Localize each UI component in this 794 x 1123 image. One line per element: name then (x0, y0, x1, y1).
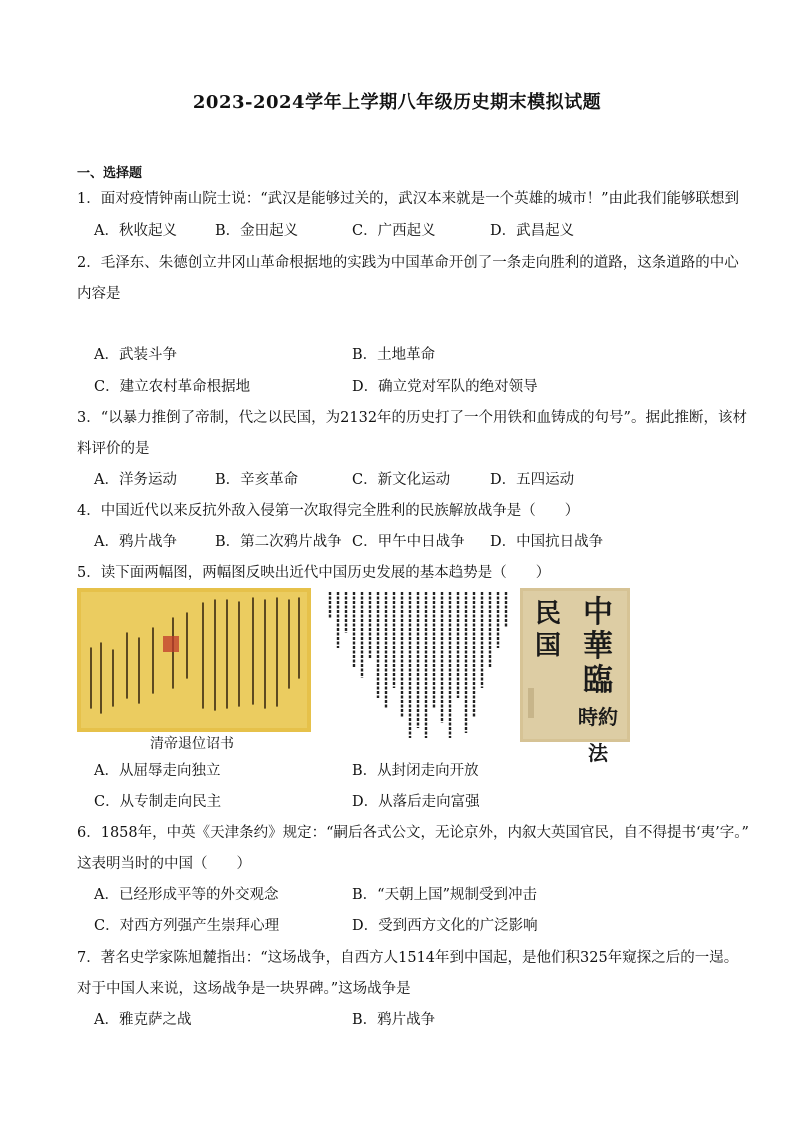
question-1-stem: 1．面对疫情钟南山院士说：“武汉是能够过关的，武汉本来就是一个英雄的城市！”由此我们能够联想到 (77, 191, 740, 207)
q7-option-a: A．雅克萨之战 (94, 1012, 192, 1028)
q3-option-c: C．新文化运动 (352, 472, 451, 488)
q3-option-b: B．辛亥革命 (215, 472, 299, 488)
q3-option-a: A．洋务运动 (94, 472, 177, 488)
question-6-stem-line2: 这表明当时的中国（ ） (77, 856, 251, 872)
q5-option-c: C．从专制走向民主 (94, 794, 222, 810)
question-7-stem-line1: 7．著名史学家陈旭麓指出：“这场战争，自西方人1514年到中国起，是他们积325年窥探之后的一逞。 (77, 950, 739, 966)
q1-option-c: C．广西起义 (352, 223, 436, 239)
q4-option-d: D．中国抗日战争 (490, 534, 604, 550)
question-2-stem-line1: 2．毛泽东、朱德创立井冈山革命根据地的实践为中国革命开创了一条走向胜利的道路，这条道路的中心 (77, 255, 739, 271)
cover-glyph-shiyuefa: 時約法 (578, 705, 618, 765)
q1-option-d: D．武昌起义 (490, 223, 575, 239)
question-3-stem-line2: 料评价的是 (77, 441, 150, 457)
cover-glyph-min: 民 (534, 599, 561, 629)
question-5-stem: 5．读下面两幅图，两幅图反映出近代中国历史发展的基本趋势是（ ） (77, 565, 551, 581)
cover-glyph-hua: 華 (583, 629, 613, 664)
q7-option-b: B．鸦片战争 (352, 1012, 436, 1028)
provisional-constitution-cover-image (520, 588, 630, 765)
q2-option-d: D．确立党对军队的绝对领导 (352, 379, 538, 395)
cover-glyph-guo: 国 (534, 631, 561, 661)
question-3-stem-line1: 3．“以暴力推倒了帝制，代之以民国，为2132年的历史打了一个用铁和血铸成的句号”。据此推断，该材 (77, 410, 747, 426)
q4-option-c: C．甲午中日战争 (352, 534, 465, 550)
q2-option-b: B．土地革命 (352, 347, 436, 363)
q4-option-a: A．鸦片战争 (94, 534, 177, 550)
question-7-stem-line2: 对于中国人来说，这场战争是一块界碑。”这场战争是 (77, 981, 411, 997)
abdication-edict-image (77, 588, 311, 732)
q5-option-d: D．从落后走向富强 (352, 794, 480, 810)
provisional-constitution-text-image (324, 588, 510, 742)
q3-option-d: D．五四运动 (490, 472, 575, 488)
q2-option-c: C．建立农村革命根据地 (94, 379, 251, 395)
q6-option-d: D．受到西方文化的广泛影响 (352, 918, 538, 934)
text-columns-icon (324, 588, 510, 742)
edict-calligraphy-icon (77, 588, 311, 732)
question-2-stem-line2: 内容是 (77, 286, 121, 302)
q6-option-b: B．“天朝上国”规制受到冲击 (352, 887, 537, 903)
page-title: 2023-2024学年上学期八年级历史期末模拟试题 (192, 92, 602, 113)
cover-glyph-lin: 臨 (583, 663, 613, 698)
cover-text-right (578, 596, 618, 770)
q5-option-a: A．从屈辱走向独立 (94, 763, 221, 779)
question-6-stem-line1: 6．1858年，中英《天津条约》规定：“嗣后各式公文，无论京外，内叙大英国官民，自不得提书‘夷’字。” (77, 825, 749, 841)
q4-option-b: B．第二次鸦片战争 (215, 534, 342, 550)
q6-option-a: A．已经形成平等的外交观念 (94, 887, 279, 903)
q2-option-a: A．武装斗争 (94, 347, 177, 363)
q1-option-a: A．秋收起义 (94, 223, 177, 239)
question-4-stem: 4．中国近代以来反抗外敌入侵第一次取得完全胜利的民族解放战争是（ ） (77, 503, 580, 519)
section-heading: 一、选择题 (77, 166, 143, 181)
q5-option-b: B．从封闭走向开放 (352, 763, 479, 779)
q6-option-c: C．对西方列强产生崇拜心理 (94, 918, 280, 934)
cover-glyph-zhong: 中 (583, 595, 613, 630)
edict-caption: 清帝退位诏书 (150, 736, 234, 752)
cover-text-left (530, 598, 566, 662)
q1-option-b: B．金田起义 (215, 223, 299, 239)
